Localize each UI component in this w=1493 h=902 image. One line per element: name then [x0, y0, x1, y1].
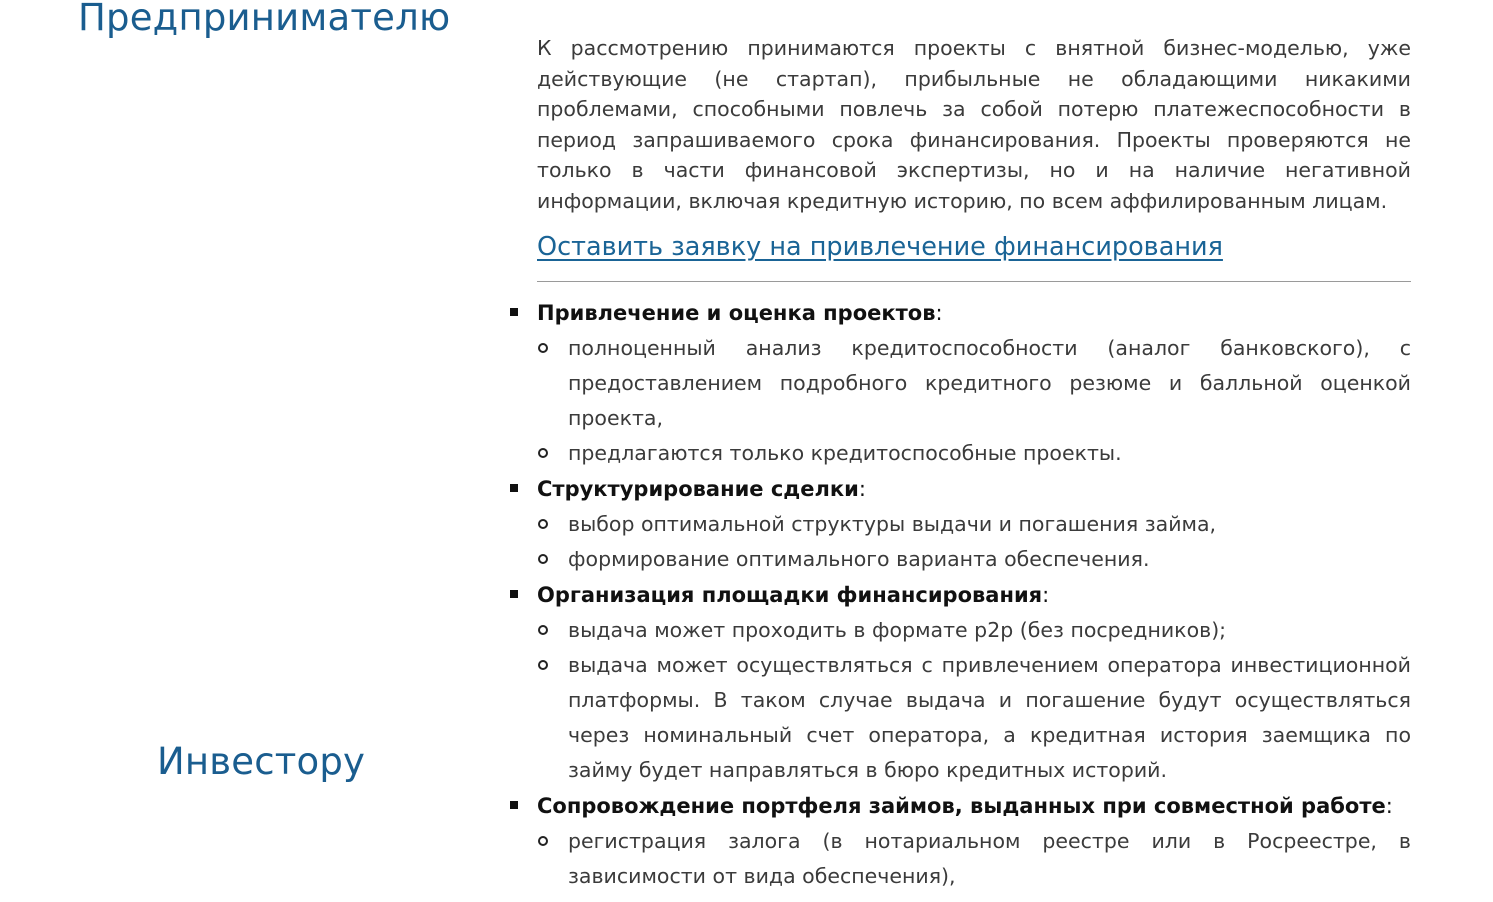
service-title — [537, 295, 1411, 331]
service-title-colon: : — [858, 477, 866, 501]
list-item-text: выбор оптимальной структуры выдачи и погашения займа, — [568, 512, 1217, 536]
service-subitems — [537, 331, 1411, 471]
list-item — [568, 436, 1411, 471]
service-title-text: Привлечение и оценка проектов — [537, 301, 936, 325]
circle-bullet-icon — [538, 343, 548, 353]
circle-bullet-icon — [538, 625, 548, 635]
service-item — [537, 295, 1411, 471]
service-title-text: Организация площадки финансирования — [537, 583, 1043, 607]
service-subitems — [537, 824, 1411, 894]
list-item — [568, 648, 1411, 788]
service-title — [537, 577, 1411, 613]
service-item — [537, 788, 1411, 894]
list-item-text: выдача может осуществляться с привлечением оператора инвестиционной платформы. В таком случае выдача и погашение будут осуществляться через номинальный счет оператора, а кредитная история заемщика по займу будет направляться в бюро кредитных историй. — [568, 653, 1411, 782]
square-bullet-icon — [510, 801, 518, 809]
service-title-colon: : — [1042, 583, 1050, 607]
list-item-text: регистрация залога (в нотариальном реестре или в Росреестре, в зависимости от вида обеспечения), — [568, 829, 1411, 888]
service-subitems — [537, 613, 1411, 788]
service-title-colon: : — [935, 301, 943, 325]
circle-bullet-icon — [538, 554, 548, 564]
list-item-text: полноценный анализ кредитоспособности (аналог банковского), с предоставлением подробного кредитного резюме и балльной оценкой проекта, — [568, 336, 1411, 430]
heading-investor: Инвестору — [157, 740, 366, 783]
service-subitems — [537, 507, 1411, 577]
square-bullet-icon — [510, 484, 518, 492]
heading-entrepreneur: Предпринимателю — [78, 0, 451, 39]
list-item-text: выдача может проходить в формате p2p (без посредников); — [568, 618, 1227, 642]
list-item-text: предлагаются только кредитоспособные проекты. — [568, 441, 1122, 465]
service-item — [537, 471, 1411, 577]
list-item — [568, 331, 1411, 436]
circle-bullet-icon — [538, 448, 548, 458]
list-item — [568, 507, 1411, 542]
list-item — [568, 542, 1411, 577]
list-item — [568, 613, 1411, 648]
list-item — [568, 824, 1411, 894]
circle-bullet-icon — [538, 836, 548, 846]
circle-bullet-icon — [538, 519, 548, 529]
service-title-colon: : — [1385, 794, 1393, 818]
circle-bullet-icon — [538, 660, 548, 670]
service-title — [537, 471, 1411, 507]
list-item-text: формирование оптимального варианта обеспечения. — [568, 547, 1150, 571]
intro-paragraph: К рассмотрению принимаются проекты с внятной бизнес-моделью, уже действующие (не стартап), прибыльные не обладающими никакими проблемами, способными повлечь за собой потерю платежеспособности в период запрашиваемого срока финансирования. Проекты проверяются не только в части финансовой экспертизы, но и на наличие негативной информации, включая кредитную историю, по всем аффилированным лицам. — [537, 36, 1411, 213]
square-bullet-icon — [510, 590, 518, 598]
apply-financing-link[interactable]: Оставить заявку на привлечение финансирования — [537, 232, 1223, 262]
service-title-text: Структурирование сделки — [537, 477, 859, 501]
service-item — [537, 577, 1411, 788]
square-bullet-icon — [510, 308, 518, 316]
service-title-text: Сопровождение портфеля займов, выданных при совместной работе — [537, 794, 1386, 818]
service-title — [537, 788, 1411, 824]
services-list — [537, 295, 1411, 894]
section-divider — [537, 281, 1411, 282]
main-content — [537, 33, 1411, 888]
